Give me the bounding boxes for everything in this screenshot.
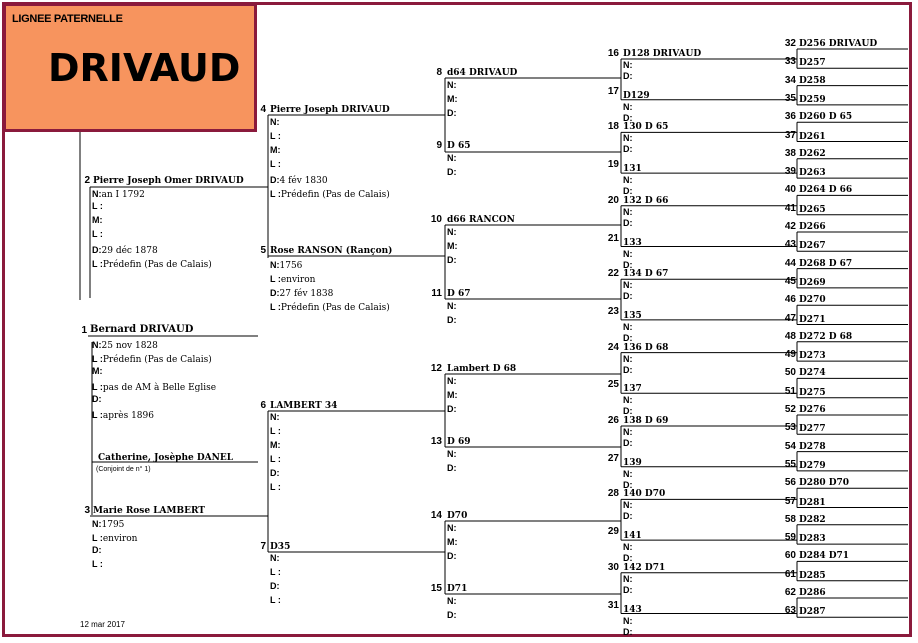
p6-name: LAMBERT 34 — [270, 401, 338, 411]
gen6-number: 36 — [784, 111, 796, 123]
gen4-death: D: — [447, 108, 457, 118]
gen4-marriage: M: — [447, 94, 458, 104]
title-box — [3, 3, 257, 132]
gen6-number: 47 — [784, 312, 796, 324]
gen5-name: 131 — [623, 164, 642, 175]
gen6-number: 59 — [784, 532, 796, 544]
gen5-number: 19 — [607, 159, 619, 171]
gen5-death: D: — [623, 259, 633, 270]
p5-place2: L :Prédefin (Pas de Calais) — [270, 302, 390, 313]
p7-name: D35 — [270, 542, 291, 552]
gen6-name: D283 — [799, 534, 826, 545]
chart-title: DRIVAUD — [48, 46, 241, 90]
p2-name: Pierre Joseph Omer DRIVAUD — [93, 176, 244, 186]
gen5-death: D: — [623, 406, 633, 417]
gen6-name: D286 — [799, 588, 826, 598]
gen6-number: 53 — [784, 422, 796, 434]
gen6-number: 61 — [784, 568, 796, 580]
gen4-name: D 69 — [447, 437, 471, 447]
gen4-birth: N: — [447, 80, 457, 90]
p3-number: 3 — [84, 505, 90, 516]
gen6-number: 32 — [784, 38, 796, 49]
gen6-number: 55 — [784, 458, 796, 470]
gen4-name: D 65 — [447, 141, 471, 151]
p4-number: 4 — [260, 104, 266, 115]
p3-birth: N:1795 — [92, 519, 125, 530]
p7-place1: L : — [270, 567, 281, 577]
gen4-death: D: — [447, 404, 457, 414]
gen5-death: D: — [623, 332, 633, 343]
gen6-name: D281 — [799, 497, 826, 508]
gen5-name: 132 D 66 — [623, 195, 669, 206]
gen4-number: 12 — [430, 363, 442, 374]
gen6-number: 51 — [784, 385, 796, 397]
p2-place2: L : — [92, 229, 103, 239]
gen5-number: 27 — [607, 452, 619, 464]
gen4-death: D: — [447, 255, 457, 265]
gen5-name: 140 D70 — [623, 489, 666, 500]
p3-death: D: — [92, 545, 102, 555]
p2-birth: N:an I 1792 — [92, 189, 145, 200]
p1-name: Bernard DRIVAUD — [90, 324, 194, 335]
p2-marriage: M: — [92, 215, 103, 225]
gen5-death: D: — [623, 217, 633, 228]
gen5-name: 139 — [623, 457, 642, 468]
p1-number: 1 — [81, 325, 87, 336]
p4-death: D:4 fév 1830 — [270, 175, 328, 186]
gen4-marriage: M: — [447, 241, 458, 251]
gen6-number: 54 — [784, 440, 796, 452]
gen5-name: 138 D 69 — [623, 416, 669, 426]
gen6-number: 62 — [784, 587, 796, 598]
gen4-name: d64 DRIVAUD — [447, 68, 518, 78]
gen5-name: 134 D 67 — [623, 269, 669, 280]
p7-place2: L : — [270, 595, 281, 605]
p5-name: Rose RANSON (Rançon) — [270, 246, 393, 256]
gen4-death: D: — [447, 315, 457, 325]
p7-birth: N: — [270, 553, 280, 563]
gen5-death: D: — [623, 438, 633, 448]
gen5-death: D: — [623, 144, 633, 155]
p6-place3: L : — [270, 482, 281, 492]
gen5-birth: N: — [623, 427, 633, 437]
p3-place2: L : — [92, 559, 103, 569]
p1-place2: L :pas de AM à Belle Eglise — [92, 382, 217, 393]
p5-birth: N:1756 — [270, 260, 303, 271]
gen5-birth: N: — [623, 206, 633, 217]
gen6-name: D270 — [799, 295, 826, 306]
gen4-number: 8 — [436, 67, 442, 78]
gen6-name: D287 — [799, 607, 826, 618]
gen6-name: D272 D 68 — [799, 331, 853, 342]
gen4-birth: N: — [447, 449, 457, 459]
gen5-number: 29 — [607, 526, 619, 538]
gen6-name: D263 — [799, 168, 826, 179]
gen6-name: D258 — [799, 75, 826, 86]
gen5-name: 135 — [623, 310, 642, 321]
p6-number: 6 — [260, 400, 266, 411]
p2-place1: L : — [92, 201, 103, 211]
gen6-number: 46 — [784, 294, 796, 306]
gen6-number: 56 — [784, 477, 796, 489]
p4-marriage: M: — [270, 145, 281, 155]
gen6-number: 57 — [784, 495, 796, 507]
gen5-name: 141 — [623, 531, 642, 542]
gen6-name: D284 D71 — [799, 551, 850, 562]
gen6-name: D275 — [799, 387, 826, 398]
gen5-birth: N: — [623, 468, 633, 479]
gen5-birth: N: — [623, 175, 633, 186]
gen5-name: 137 — [623, 384, 642, 395]
gen6-name: D277 — [799, 424, 826, 435]
gen4-number: 14 — [430, 510, 442, 521]
gen5-number: 26 — [607, 415, 619, 426]
gen4-name: D71 — [447, 584, 468, 594]
gen5-name: 143 — [623, 604, 642, 615]
gen6-number: 38 — [784, 147, 796, 159]
gen6-number: 48 — [784, 330, 796, 342]
gen4-name: d66 RANCON — [447, 215, 515, 225]
gen5-birth: N: — [623, 573, 633, 584]
print-date: 12 mar 2017 — [80, 620, 125, 629]
gen4-birth: N: — [447, 301, 457, 311]
gen5-number: 18 — [607, 121, 619, 133]
gen5-birth: N: — [623, 395, 633, 406]
p6-birth: N: — [270, 412, 280, 422]
gen6-number: 63 — [784, 605, 796, 617]
gen5-number: 23 — [607, 305, 619, 317]
p4-place2: L : — [270, 159, 281, 169]
gen5-birth: N: — [623, 542, 633, 553]
gen6-number: 60 — [784, 550, 796, 562]
gen5-death: D: — [623, 479, 633, 490]
p1-place3: L :après 1896 — [92, 410, 154, 421]
spouse-note: (Conjoint de n° 1) — [96, 466, 151, 473]
gen4-death: D: — [447, 463, 457, 473]
p4-name: Pierre Joseph DRIVAUD — [270, 105, 390, 115]
p5-death: D:27 fév 1838 — [270, 288, 334, 299]
gen5-birth: N: — [623, 280, 633, 291]
gen5-name: 133 — [623, 237, 642, 248]
p2-place3: L :Prédefin (Pas de Calais) — [92, 259, 212, 270]
gen4-birth: N: — [447, 376, 457, 386]
gen6-name: D282 — [799, 514, 826, 525]
p5-place1: L :environ — [270, 274, 316, 285]
gen5-birth: N: — [623, 615, 633, 626]
gen6-number: 42 — [784, 221, 796, 232]
gen6-name: D276 — [799, 405, 826, 415]
gen6-number: 49 — [784, 349, 796, 361]
p7-number: 7 — [260, 541, 266, 552]
gen6-name: D257 — [799, 58, 826, 69]
gen5-death: D: — [623, 584, 633, 595]
gen5-death: D: — [623, 291, 633, 302]
gen5-birth: N: — [623, 248, 633, 259]
gen6-name: D273 — [799, 351, 826, 362]
gen5-birth: N: — [623, 500, 633, 511]
gen6-number: 50 — [784, 367, 796, 379]
gen5-birth: N: — [623, 321, 633, 332]
gen5-birth: N: — [623, 133, 633, 144]
gen5-birth: N: — [623, 60, 633, 70]
gen6-name: D261 — [799, 131, 826, 142]
p3-name: Marie Rose LAMBERT — [93, 506, 205, 516]
gen5-birth: N: — [623, 101, 633, 112]
gen5-number: 24 — [607, 341, 619, 353]
p6-place2: L : — [270, 454, 281, 464]
gen4-name: D 67 — [447, 289, 471, 299]
p1-place1: L :Prédefin (Pas de Calais) — [92, 354, 212, 365]
gen6-name: D265 — [799, 204, 826, 215]
gen6-name: D259 — [799, 94, 826, 105]
p6-death: D: — [270, 468, 280, 478]
p4-birth: N: — [270, 117, 280, 127]
gen5-death: D: — [623, 364, 633, 375]
gen6-number: 35 — [784, 92, 796, 104]
gen6-number: 40 — [784, 184, 796, 196]
gen4-number: 11 — [431, 288, 442, 299]
gen5-number: 28 — [607, 488, 619, 500]
gen4-name: Lambert D 68 — [447, 364, 517, 374]
gen5-death: D: — [623, 71, 633, 81]
gen4-marriage: M: — [447, 390, 458, 400]
gen4-number: 15 — [430, 583, 442, 594]
gen6-number: 45 — [784, 275, 796, 287]
p4-place3: L :Prédefin (Pas de Calais) — [270, 189, 390, 200]
gen6-name: D262 — [799, 148, 826, 159]
gen6-number: 39 — [784, 166, 796, 178]
gen6-name: D264 D 66 — [799, 185, 853, 196]
gen6-number: 41 — [784, 202, 796, 214]
p1-death: D: — [92, 394, 102, 404]
gen5-name: D129 — [623, 90, 650, 101]
gen4-birth: N: — [447, 153, 457, 163]
gen5-name: 130 D 65 — [623, 122, 669, 133]
gen5-name: 142 D71 — [623, 562, 666, 573]
p7-death: D: — [270, 581, 280, 591]
gen6-name: D267 — [799, 241, 826, 252]
p4-place1: L : — [270, 131, 281, 141]
p2-number: 2 — [84, 175, 90, 186]
gen5-number: 31 — [607, 599, 619, 611]
gen6-name: D260 D 65 — [799, 112, 853, 123]
p3-place1: L :environ — [92, 533, 138, 544]
gen4-death: D: — [447, 610, 457, 620]
gen6-name: D285 — [799, 570, 826, 581]
gen4-birth: N: — [447, 227, 457, 237]
p6-marriage: M: — [270, 440, 281, 450]
gen4-birth: N: — [447, 523, 457, 533]
gen5-death: D: — [623, 186, 633, 197]
gen6-name: D269 — [799, 277, 826, 288]
gen6-number: 43 — [784, 239, 796, 251]
gen6-name: D274 — [799, 368, 826, 379]
gen6-name: D279 — [799, 460, 826, 471]
gen6-number: 34 — [784, 74, 796, 86]
gen5-death: D: — [623, 626, 633, 637]
gen5-number: 21 — [607, 232, 619, 244]
gen4-number: 13 — [430, 436, 442, 447]
gen5-death: D: — [623, 553, 633, 564]
spouse-name: Catherine, Josèphe DANEL — [98, 453, 234, 463]
gen4-death: D: — [447, 167, 457, 177]
gen5-number: 16 — [607, 48, 619, 59]
p2-death: D:29 déc 1878 — [92, 245, 158, 256]
gen4-birth: N: — [447, 596, 457, 606]
gen6-name: D256 DRIVAUD — [799, 39, 878, 49]
gen6-name: D278 — [799, 441, 826, 452]
gen5-number: 25 — [607, 379, 619, 391]
chart-subtitle: LIGNEE PATERNELLE — [12, 13, 123, 25]
gen4-number: 10 — [430, 214, 442, 225]
gen6-number: 52 — [784, 404, 796, 415]
gen5-birth: N: — [623, 353, 633, 364]
gen4-death: D: — [447, 551, 457, 561]
gen4-marriage: M: — [447, 537, 458, 547]
gen6-name: D271 — [799, 314, 826, 325]
gen5-number: 22 — [607, 268, 619, 280]
gen6-name: D280 D70 — [799, 478, 850, 489]
gen4-number: 9 — [436, 140, 442, 151]
p6-place1: L : — [270, 426, 281, 436]
gen6-name: D268 D 67 — [799, 258, 853, 269]
gen6-number: 44 — [784, 257, 796, 269]
p5-number: 5 — [260, 245, 266, 256]
gen6-number: 37 — [784, 129, 796, 141]
gen5-number: 17 — [607, 85, 619, 97]
gen5-death: D: — [623, 511, 633, 522]
gen5-death: D: — [623, 112, 633, 123]
gen5-number: 20 — [607, 194, 619, 206]
gen4-name: D70 — [447, 511, 468, 521]
p1-birth: N:25 nov 1828 — [92, 340, 158, 351]
gen6-number: 58 — [784, 513, 796, 525]
gen5-name: 136 D 68 — [623, 342, 669, 353]
p1-marriage: M: — [92, 366, 103, 376]
gen6-name: D266 — [799, 222, 826, 232]
gen6-number: 33 — [784, 56, 796, 68]
gen5-name: D128 DRIVAUD — [623, 49, 702, 59]
gen5-number: 30 — [607, 561, 619, 573]
